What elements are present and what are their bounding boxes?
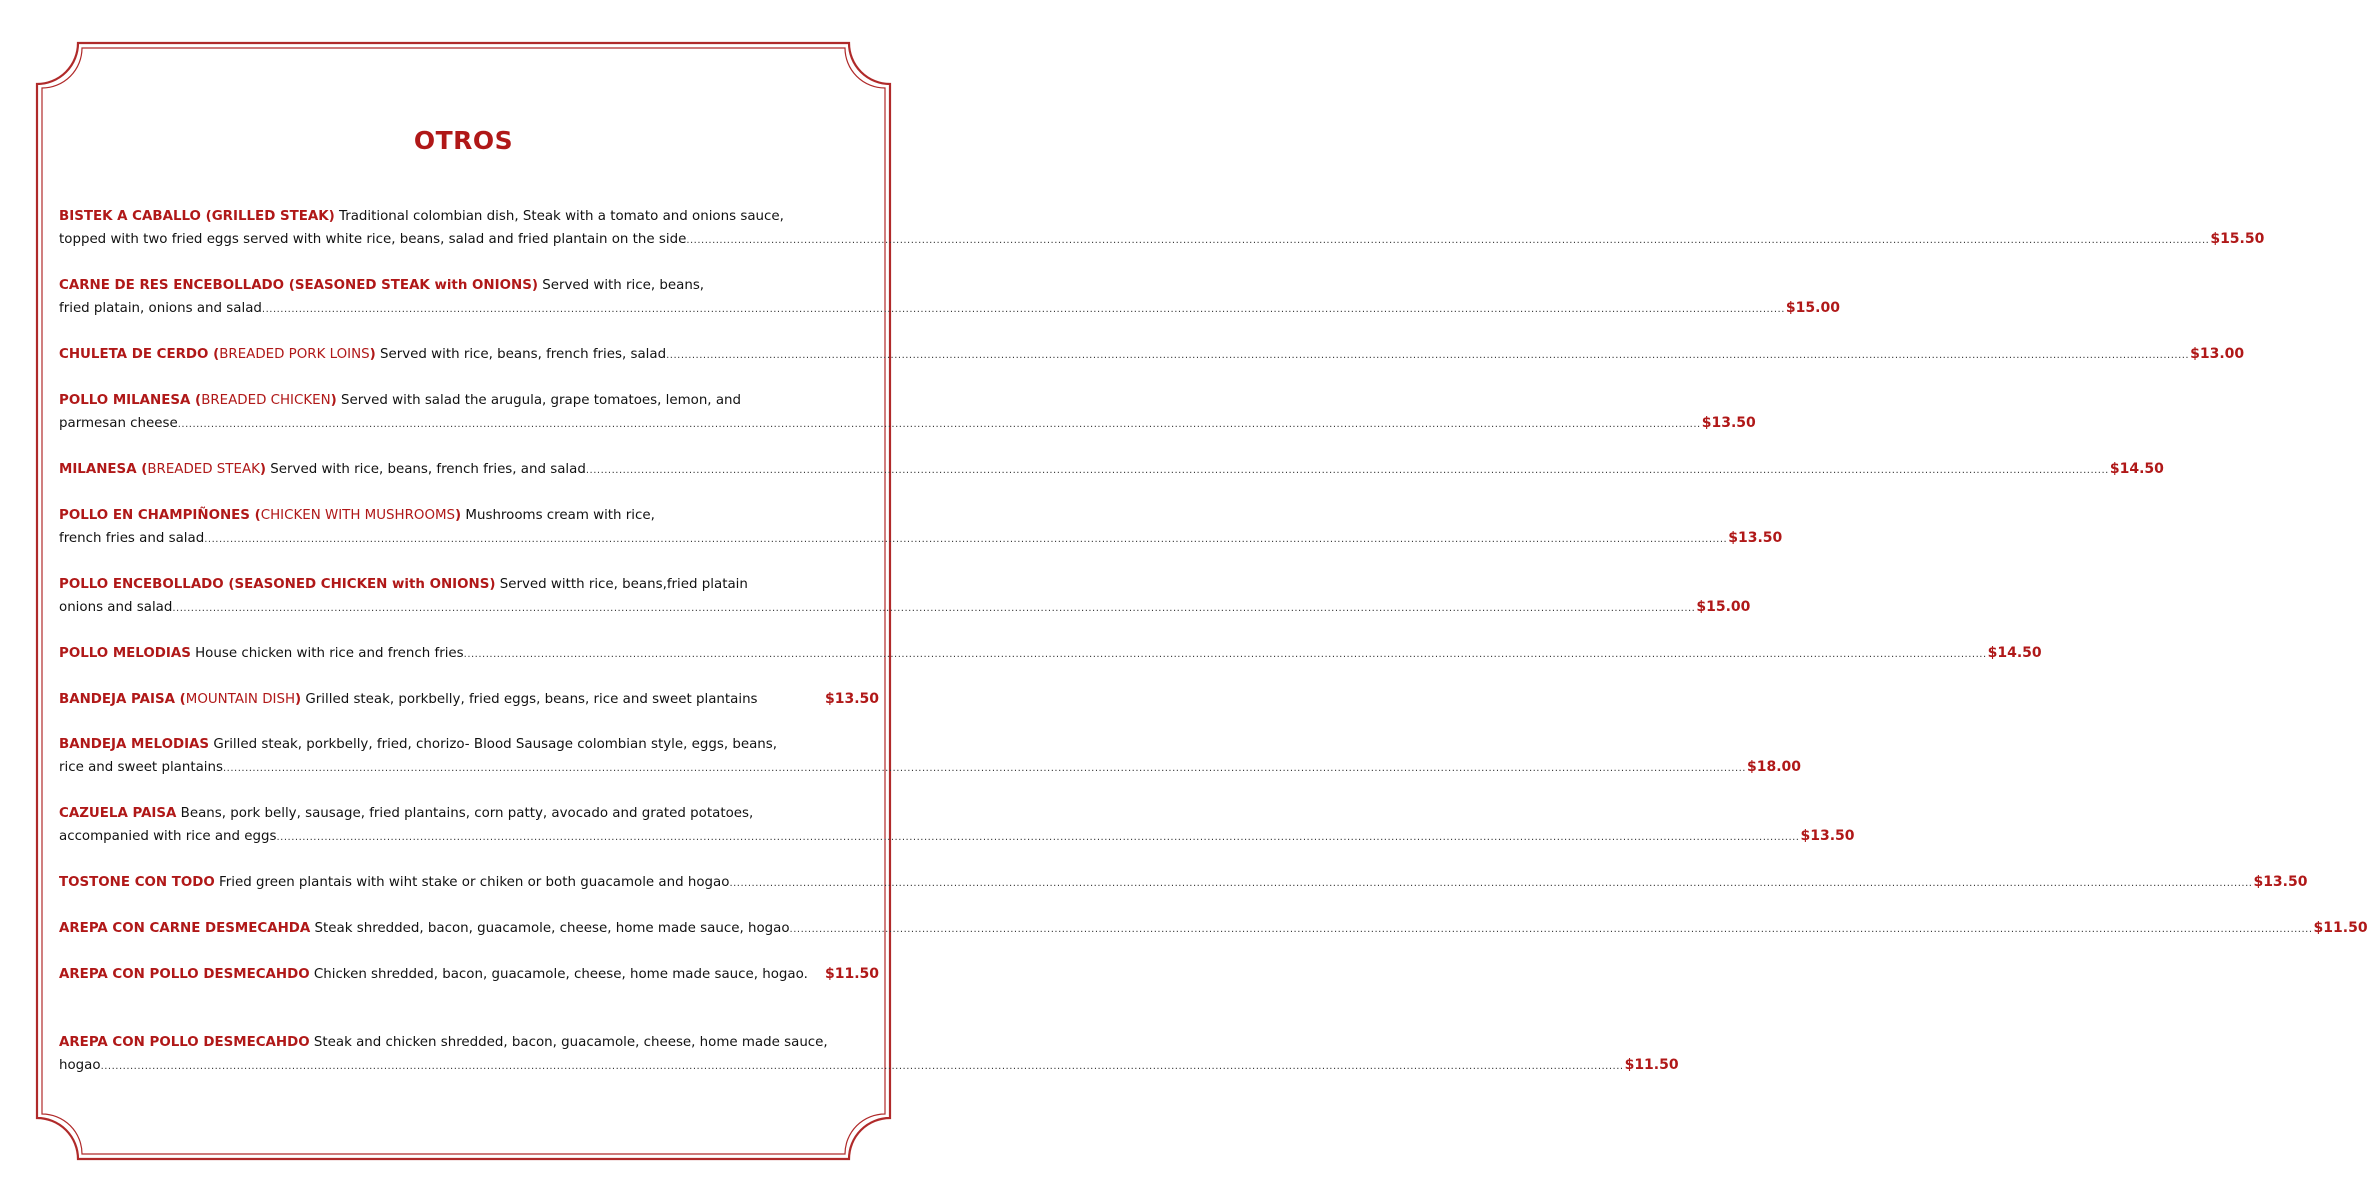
leader-dots: .............................................................................................................................................................................................................................................................................................................................................................................................................................. [666, 350, 2190, 361]
menu-item [59, 917, 2368, 941]
item-name: CARNE DE RES ENCEBOLLADO (SEASONED STEAK with ONIONS) [59, 278, 538, 293]
item-price: $13.00 [2190, 346, 2245, 362]
item-name: TOSTONE CON TODO [59, 875, 215, 890]
item-translation: BREADED CHICKEN [201, 393, 331, 408]
menu-item [59, 642, 2042, 666]
menu-item [59, 343, 2245, 367]
item-price: $13.50 [2253, 874, 2308, 890]
item-price: $11.50 [2313, 920, 2368, 936]
item-description: Served witth rice, beans,fried platain [495, 577, 748, 592]
item-translation: MOUNTAIN DISH [185, 692, 296, 707]
item-translation: BREADED STEAK [147, 462, 260, 477]
item-description: Grilled steak, porkbelly, fried eggs, beans, rice and sweet plantains [301, 692, 758, 707]
item-price: $15.00 [1696, 599, 1751, 615]
menu-item [59, 458, 2164, 482]
item-name: MILANESA ( [59, 462, 148, 477]
item-price: $14.50 [1987, 645, 2042, 661]
item-name: CHULETA DE CERDO ( [59, 347, 220, 362]
menu-item [59, 1031, 1679, 1078]
item-name-end: ) [259, 462, 267, 477]
item-translation: BREADED PORK LOINS [219, 347, 370, 362]
item-description: onions and salad [59, 600, 173, 615]
item-name-end: ) [295, 692, 302, 707]
item-name: POLLO MELODIAS [59, 646, 191, 661]
leader-dots: .............................................................................................................................................................................................................................................................................................................................................................................................................................. [276, 832, 1800, 843]
leader-dots: .............................................................................................................................................................................................................................................................................................................................................................................................................................. [261, 304, 1785, 315]
item-price: $13.50 [1800, 828, 1855, 844]
page-title: OTROS [413, 126, 514, 155]
item-name: BANDEJA MELODIAS [59, 737, 210, 752]
item-name: POLLO MILANESA ( [59, 393, 202, 408]
item-description: Served with rice, beans, [537, 278, 705, 293]
menu-item [59, 573, 1751, 620]
item-name: BISTEK A CABALLO (GRILLED STEAK) [59, 209, 335, 224]
menu-item [59, 504, 1783, 551]
item-description: topped with two fried eggs served with white rice, beans, salad and fried plantain on the side [59, 232, 687, 247]
item-name: BANDEJA PAISA ( [59, 692, 186, 707]
item-description: Mushrooms cream with rice, [461, 508, 655, 523]
item-price: $14.50 [2109, 461, 2164, 477]
item-price: $13.50 [1701, 415, 1756, 431]
item-description: Served with rice, beans, french fries, and salad [266, 462, 586, 477]
item-description: Beans, pork belly, sausage, fried plantains, corn patty, avocado and grated potatoes, [176, 806, 754, 821]
item-description: fried platain, onions and salad [59, 301, 262, 316]
item-description: Steak and chicken shredded, bacon, guacamole, cheese, home made sauce, [309, 1035, 828, 1050]
item-name: POLLO ENCEBOLLADO (SEASONED CHICKEN with ONIONS) [59, 577, 496, 592]
menu-item [59, 733, 1802, 780]
item-name: AREPA CON POLLO DESMECAHDO [59, 1035, 310, 1050]
leader-dots: .............................................................................................................................................................................................................................................................................................................................................................................................................................. [463, 649, 1987, 660]
item-name: POLLO EN CHAMPIÑONES ( [59, 508, 261, 523]
leader-dots: .............................................................................................................................................................................................................................................................................................................................................................................................................................. [223, 763, 1746, 774]
item-name-end: ) [455, 508, 462, 523]
item-translation: CHICKEN WITH MUSHROOMS [260, 508, 456, 523]
menu-item [59, 871, 2308, 895]
item-price: $13.50 [824, 691, 879, 707]
leader-dots: .............................................................................................................................................................................................................................................................................................................................................................................................................................. [789, 924, 2313, 935]
item-description: Grilled steak, porkbelly, fried, chorizo- Blood Sausage colombian style, eggs, beans, [209, 737, 777, 752]
item-description: Served with rice, beans, french fries, salad [375, 347, 667, 362]
item-description: rice and sweet plantains [59, 760, 223, 775]
menu-item [59, 389, 1756, 436]
item-description: accompanied with rice and eggs [59, 829, 277, 844]
item-price: $15.50 [2210, 231, 2265, 247]
menu-item [59, 802, 1855, 849]
leader-dots: .............................................................................................................................................................................................................................................................................................................................................................................................................................. [585, 465, 2109, 476]
item-name: CAZUELA PAISA [59, 806, 177, 821]
item-price: $15.00 [1785, 300, 1840, 316]
item-description: french fries and salad [59, 531, 205, 546]
leader-dots: .............................................................................................................................................................................................................................................................................................................................................................................................................................. [204, 534, 1728, 545]
leader-dots: .............................................................................................................................................................................................................................................................................................................................................................................................................................. [686, 235, 2210, 246]
item-description: Chicken shredded, bacon, guacamole, cheese, home made sauce, hogao. [309, 967, 808, 982]
item-price: $11.50 [824, 966, 879, 982]
item-description: Steak shredded, bacon, guacamole, cheese, home made sauce, hogao [310, 921, 790, 936]
item-description: Traditional colombian dish, Steak with a tomato and onions sauce, [334, 209, 784, 224]
item-price: $18.00 [1747, 759, 1802, 775]
item-description: hogao [59, 1058, 101, 1073]
menu-item [59, 205, 2265, 252]
menu-list [59, 205, 2368, 1078]
item-price: $11.50 [1624, 1057, 1679, 1073]
item-price: $13.50 [1728, 530, 1783, 546]
item-description: parmesan cheese [59, 416, 178, 431]
menu-item [59, 688, 879, 711]
leader-dots: .............................................................................................................................................................................................................................................................................................................................................................................................................................. [177, 419, 1701, 430]
leader-dots: .............................................................................................................................................................................................................................................................................................................................................................................................................................. [100, 1061, 1624, 1072]
item-name: AREPA CON POLLO DESMECAHDO [59, 967, 310, 982]
item-name: AREPA CON CARNE DESMECAHDA [59, 921, 311, 936]
item-description: Fried green plantais with wiht stake or chiken or both guacamole and hogao [214, 875, 730, 890]
menu-item [59, 963, 879, 986]
leader-dots: .............................................................................................................................................................................................................................................................................................................................................................................................................................. [172, 603, 1696, 614]
item-name-end: ) [330, 393, 337, 408]
item-description: Served with salad the arugula, grape tomatoes, lemon, and [336, 393, 742, 408]
item-name-end: ) [369, 347, 376, 362]
item-description: House chicken with rice and french fries [190, 646, 464, 661]
menu-item [59, 274, 1840, 321]
leader-dots: .............................................................................................................................................................................................................................................................................................................................................................................................................................. [729, 878, 2253, 889]
